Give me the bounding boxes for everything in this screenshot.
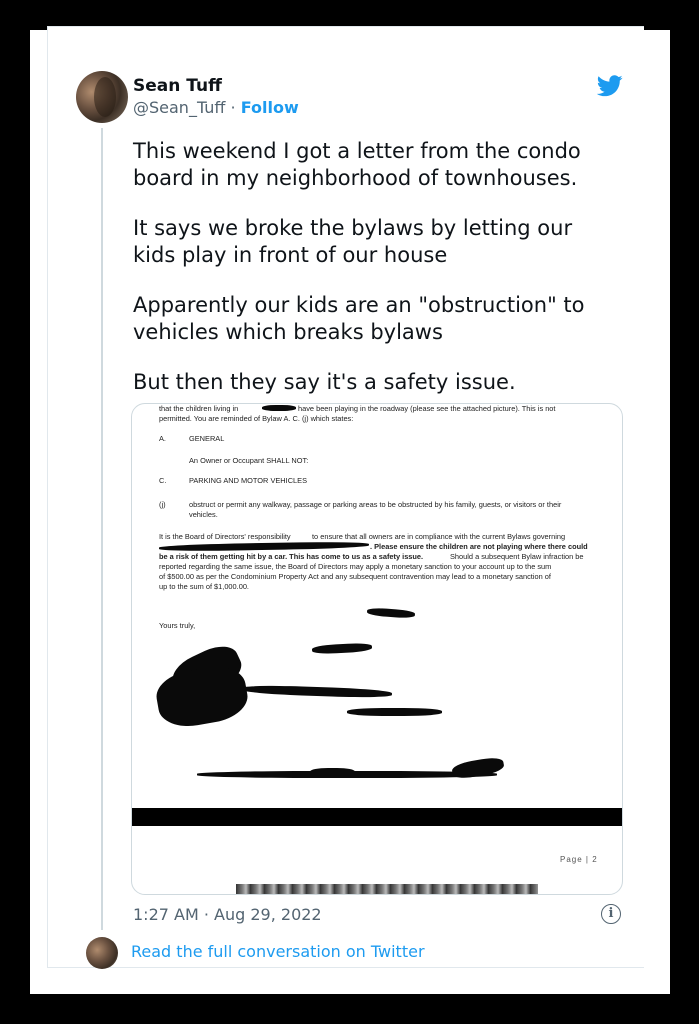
tweet-paragraph: This weekend I got a letter from the condo board in my neighborhood of townhouses.	[133, 139, 581, 190]
tweet-paragraph: It says we broke the bylaws by letting our kids play in front of our house	[133, 216, 573, 267]
info-icon[interactable]: i	[601, 904, 621, 924]
letter-line: reported regarding the same issue, the Board of Directors may apply a monetary sanction to your account up to the sum	[159, 562, 552, 571]
twitter-bird-icon[interactable]	[597, 75, 623, 97]
separator: ·	[225, 98, 241, 117]
tweet-timestamp[interactable]: 1:27 AM · Aug 29, 2022	[133, 905, 322, 924]
letter-line: Should a subsequent Bylaw infraction be	[450, 552, 584, 561]
redaction-mark	[367, 607, 415, 618]
section-label: A.	[159, 434, 166, 443]
section-title: GENERAL	[189, 434, 225, 443]
redaction-mark	[159, 541, 369, 552]
handle-row	[133, 98, 299, 117]
letter-line: . Please ensure the children are not playing where there could	[370, 542, 588, 551]
author-avatar[interactable]	[76, 71, 128, 123]
tweet-paragraph: Apparently our kids are an "obstruction" to vehicles which breaks bylaws	[133, 293, 585, 344]
letter-line: of $500.00 as per the Condominium Property Act and any subsequent contravention may lead to a monetary sanction of	[159, 572, 551, 581]
redaction-mark	[262, 405, 296, 411]
letter-line: It is the Board of Directors' responsibility	[159, 532, 291, 541]
section-title: PARKING AND MOTOR VEHICLES	[189, 476, 307, 485]
letter-line: obstruct or permit any walkway, passage or parking areas to be obstructed by his family, guests, or visitors or their	[189, 500, 562, 509]
redaction-mark	[312, 642, 372, 654]
thread-line	[101, 128, 103, 930]
attached-letter-image[interactable]	[131, 403, 623, 895]
letter-line: vehicles.	[189, 510, 218, 519]
scan-black-band	[132, 808, 622, 826]
letter-closing: Yours truly,	[159, 621, 196, 630]
follow-button[interactable]: Follow	[240, 98, 299, 117]
letter-line: to ensure that all owners are in compliance with the current Bylaws governing	[312, 532, 566, 541]
redaction-mark	[347, 708, 442, 716]
letter-line: have been playing in the roadway (please see the attached picture). This is not	[298, 404, 556, 413]
redaction-mark	[242, 684, 392, 698]
tweet-text	[133, 138, 613, 419]
page-number: Page | 2	[560, 855, 598, 864]
attached-photo-edge	[236, 884, 538, 894]
letter-line: up to the sum of $1,000.00.	[159, 582, 249, 591]
read-conversation-link[interactable]: Read the full conversation on Twitter	[131, 942, 425, 961]
tweet-paragraph: But then they say it's a safety issue.	[133, 370, 516, 394]
letter-line: permitted. You are reminded of Bylaw A. C. (j) which states:	[159, 414, 354, 423]
section-label: (j)	[159, 500, 166, 509]
section-label: C.	[159, 476, 167, 485]
letter-line: that the children living in	[159, 404, 239, 413]
conversation-avatar[interactable]	[86, 937, 118, 969]
author-handle[interactable]: @Sean_Tuff	[133, 98, 226, 117]
letter-line: be a risk of them getting hit by a car. This has come to us as a safety issue.	[159, 552, 424, 561]
redaction-mark	[310, 768, 355, 777]
signature-redaction	[153, 662, 251, 732]
letter-document	[132, 404, 622, 894]
author-name[interactable]: Sean Tuff	[133, 76, 222, 96]
letter-line: An Owner or Occupant SHALL NOT:	[189, 456, 309, 465]
